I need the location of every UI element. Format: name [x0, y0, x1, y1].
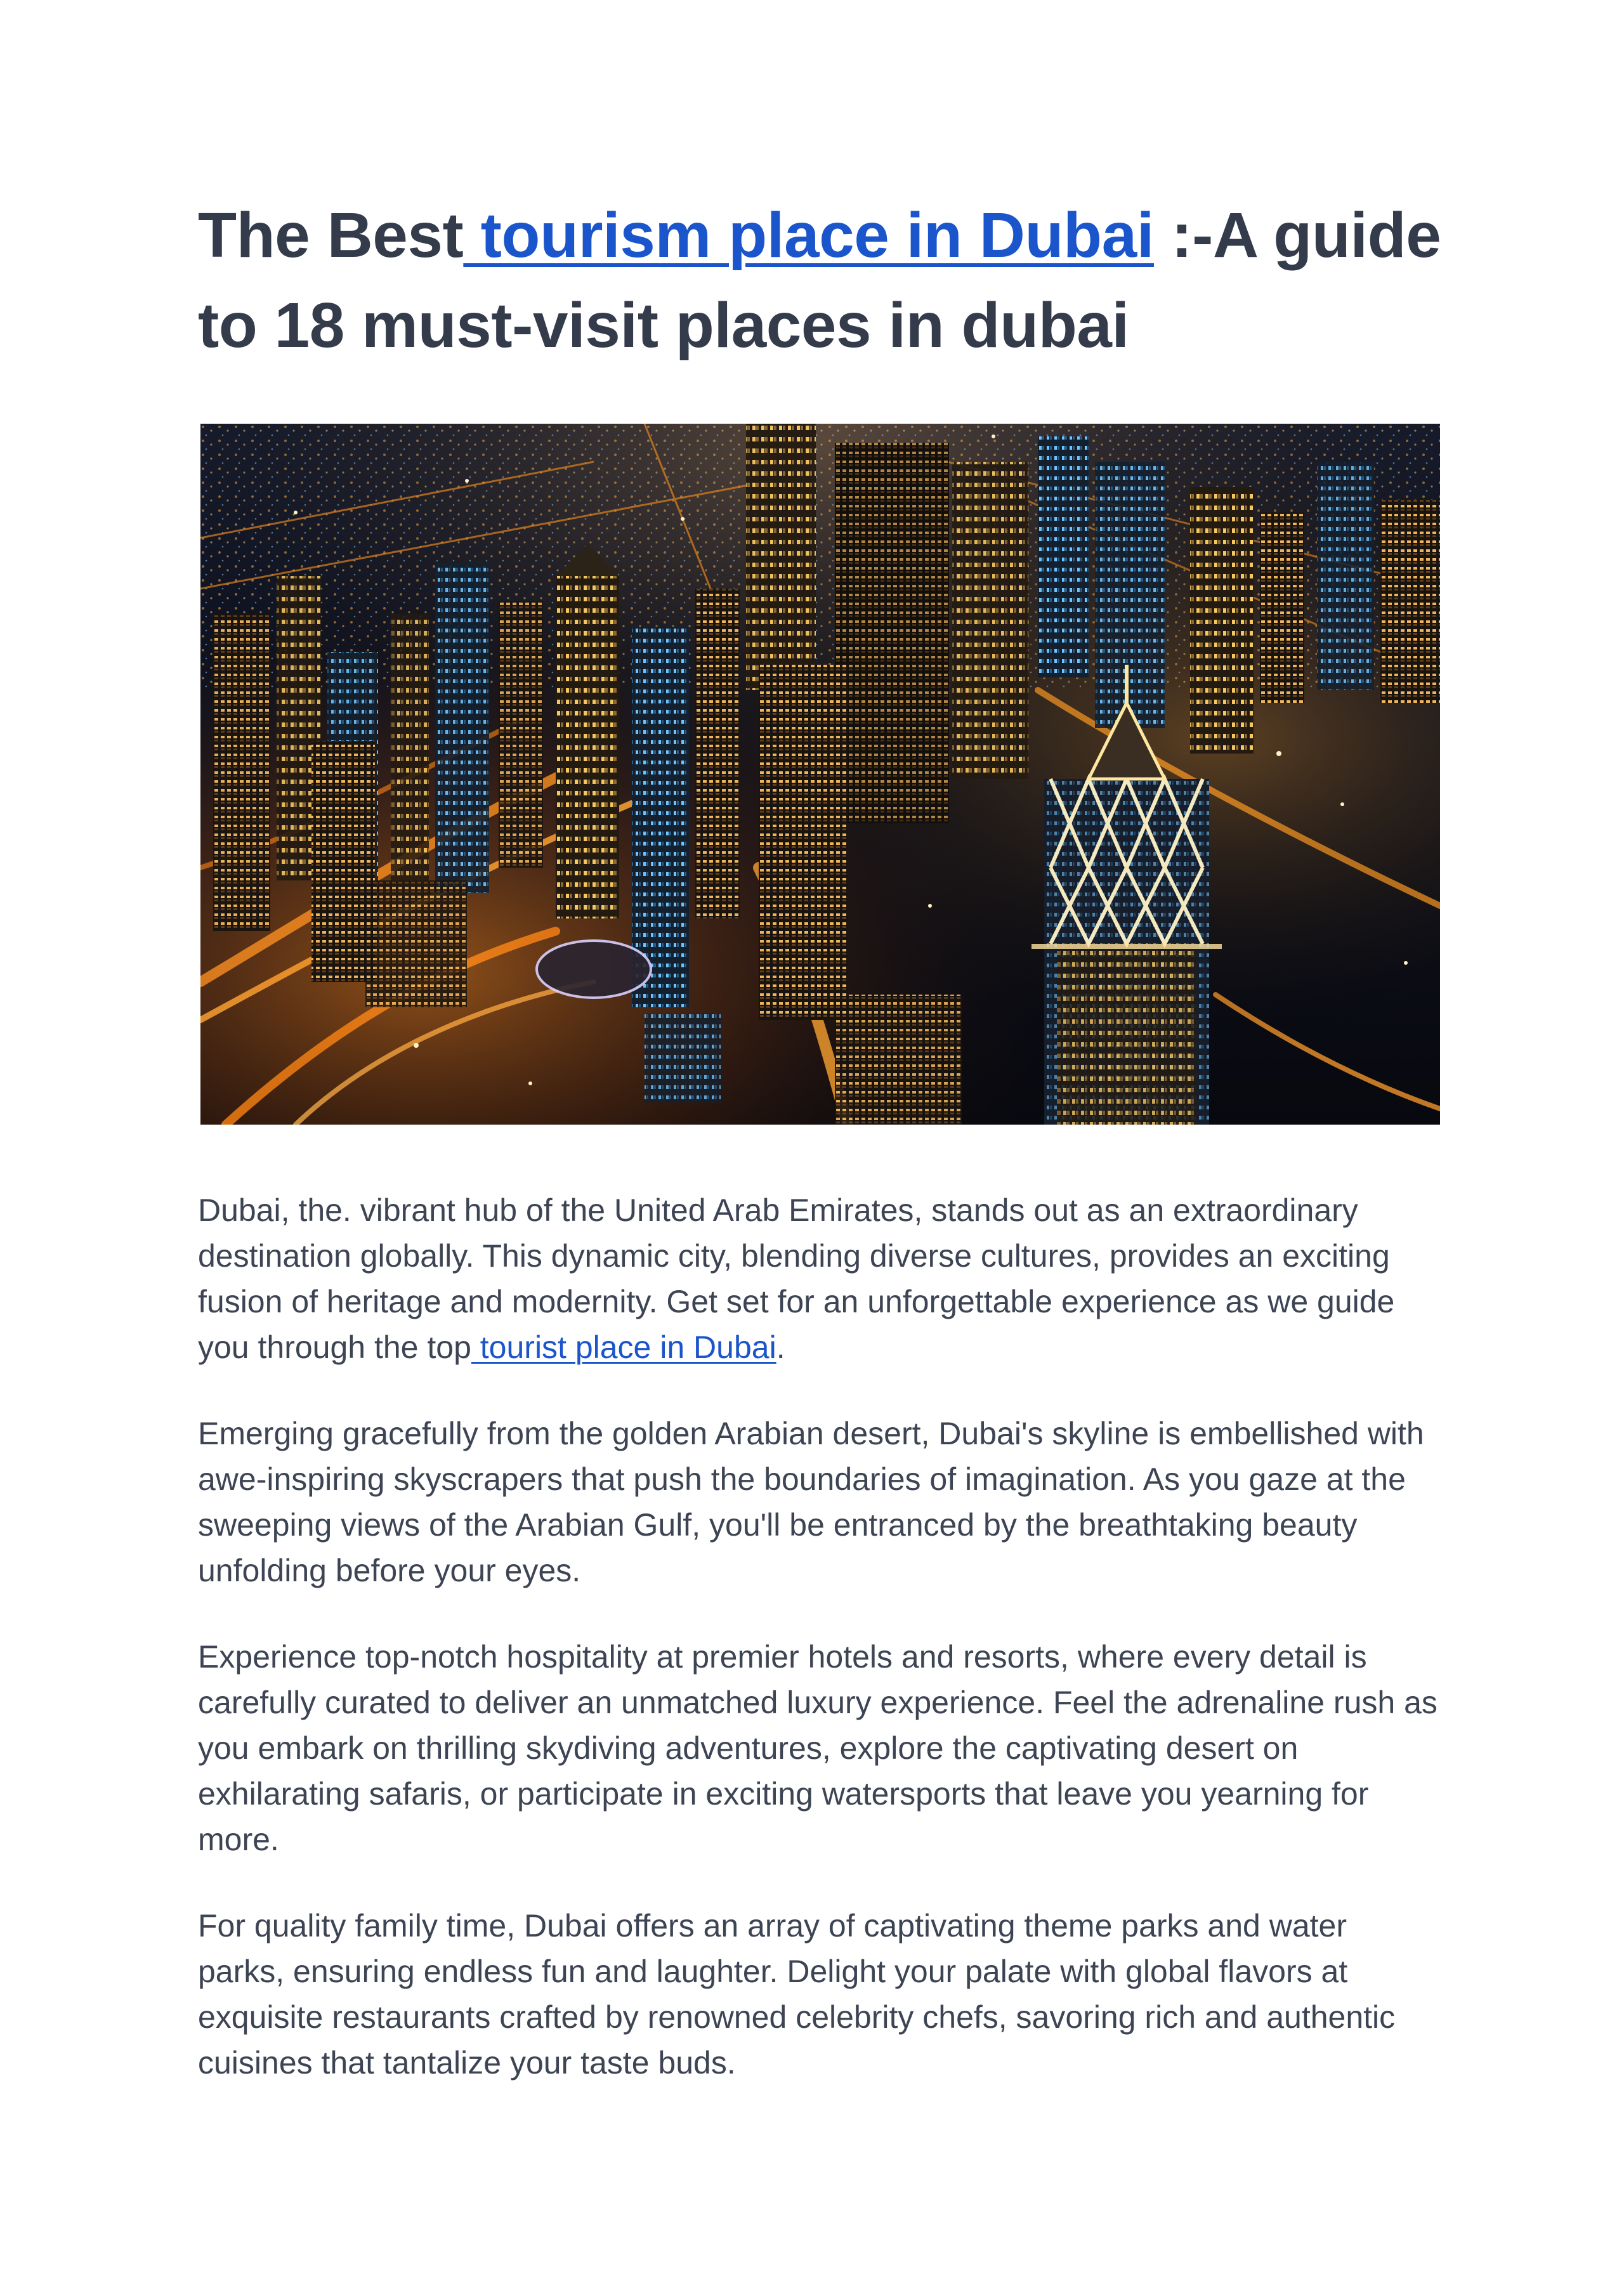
paragraph-intro [198, 1187, 1441, 1370]
paragraph-intro-text: Dubai, the. vibrant hub of the United Arab Emirates, stands out as an extraordinary destination globally. This dynamic city, blending diverse cultures, provides an exciting fusion of heritage and modernity. Get set for an unforgettable experience as we guide you through the top [198, 1192, 1395, 1365]
paragraph-intro-end: . [776, 1329, 785, 1365]
page-title [198, 190, 1441, 370]
article-body [198, 1187, 1441, 2126]
paragraph-family: For quality family time, Dubai offers an array of captivating theme parks and water parks, ensuring endless fun and laughter. Delight your palate with global flavors at exquisite restaurants crafted by renowned celebrity chefs, savoring rich and authentic cuisines that tantalize your taste buds. [198, 1908, 1396, 2081]
dubai-night-skyline-image [200, 424, 1440, 1125]
tourist-place-link[interactable]: tourist place in Dubai [471, 1329, 776, 1365]
title-prefix: The Best [198, 200, 464, 271]
paragraph-hospitality: Experience top-notch hospitality at premier hotels and resorts, where every detail is carefully curated to deliver an unmatched luxury experience. Feel the adrenaline rush as you embark on thrilling skydiving adventures, explore the captivating desert on exhilarating safaris, or participate in exciting watersports that leave you yearning for more. [198, 1639, 1437, 1857]
title-link-tourism-place[interactable]: tourism place in Dubai [463, 200, 1155, 271]
article [198, 190, 1441, 2081]
paragraph-skyline: Emerging gracefully from the golden Arabian desert, Dubai's skyline is embellished with awe-inspiring skyscrapers that push the boundaries of imagination. As you gaze at the sweeping views of the Arabian Gulf, you'll be entranced by the breathtaking beauty unfolding before your eyes. [198, 1416, 1424, 1588]
title-suffix: :-A guide to 18 must-visit places in dubai [198, 200, 1441, 361]
